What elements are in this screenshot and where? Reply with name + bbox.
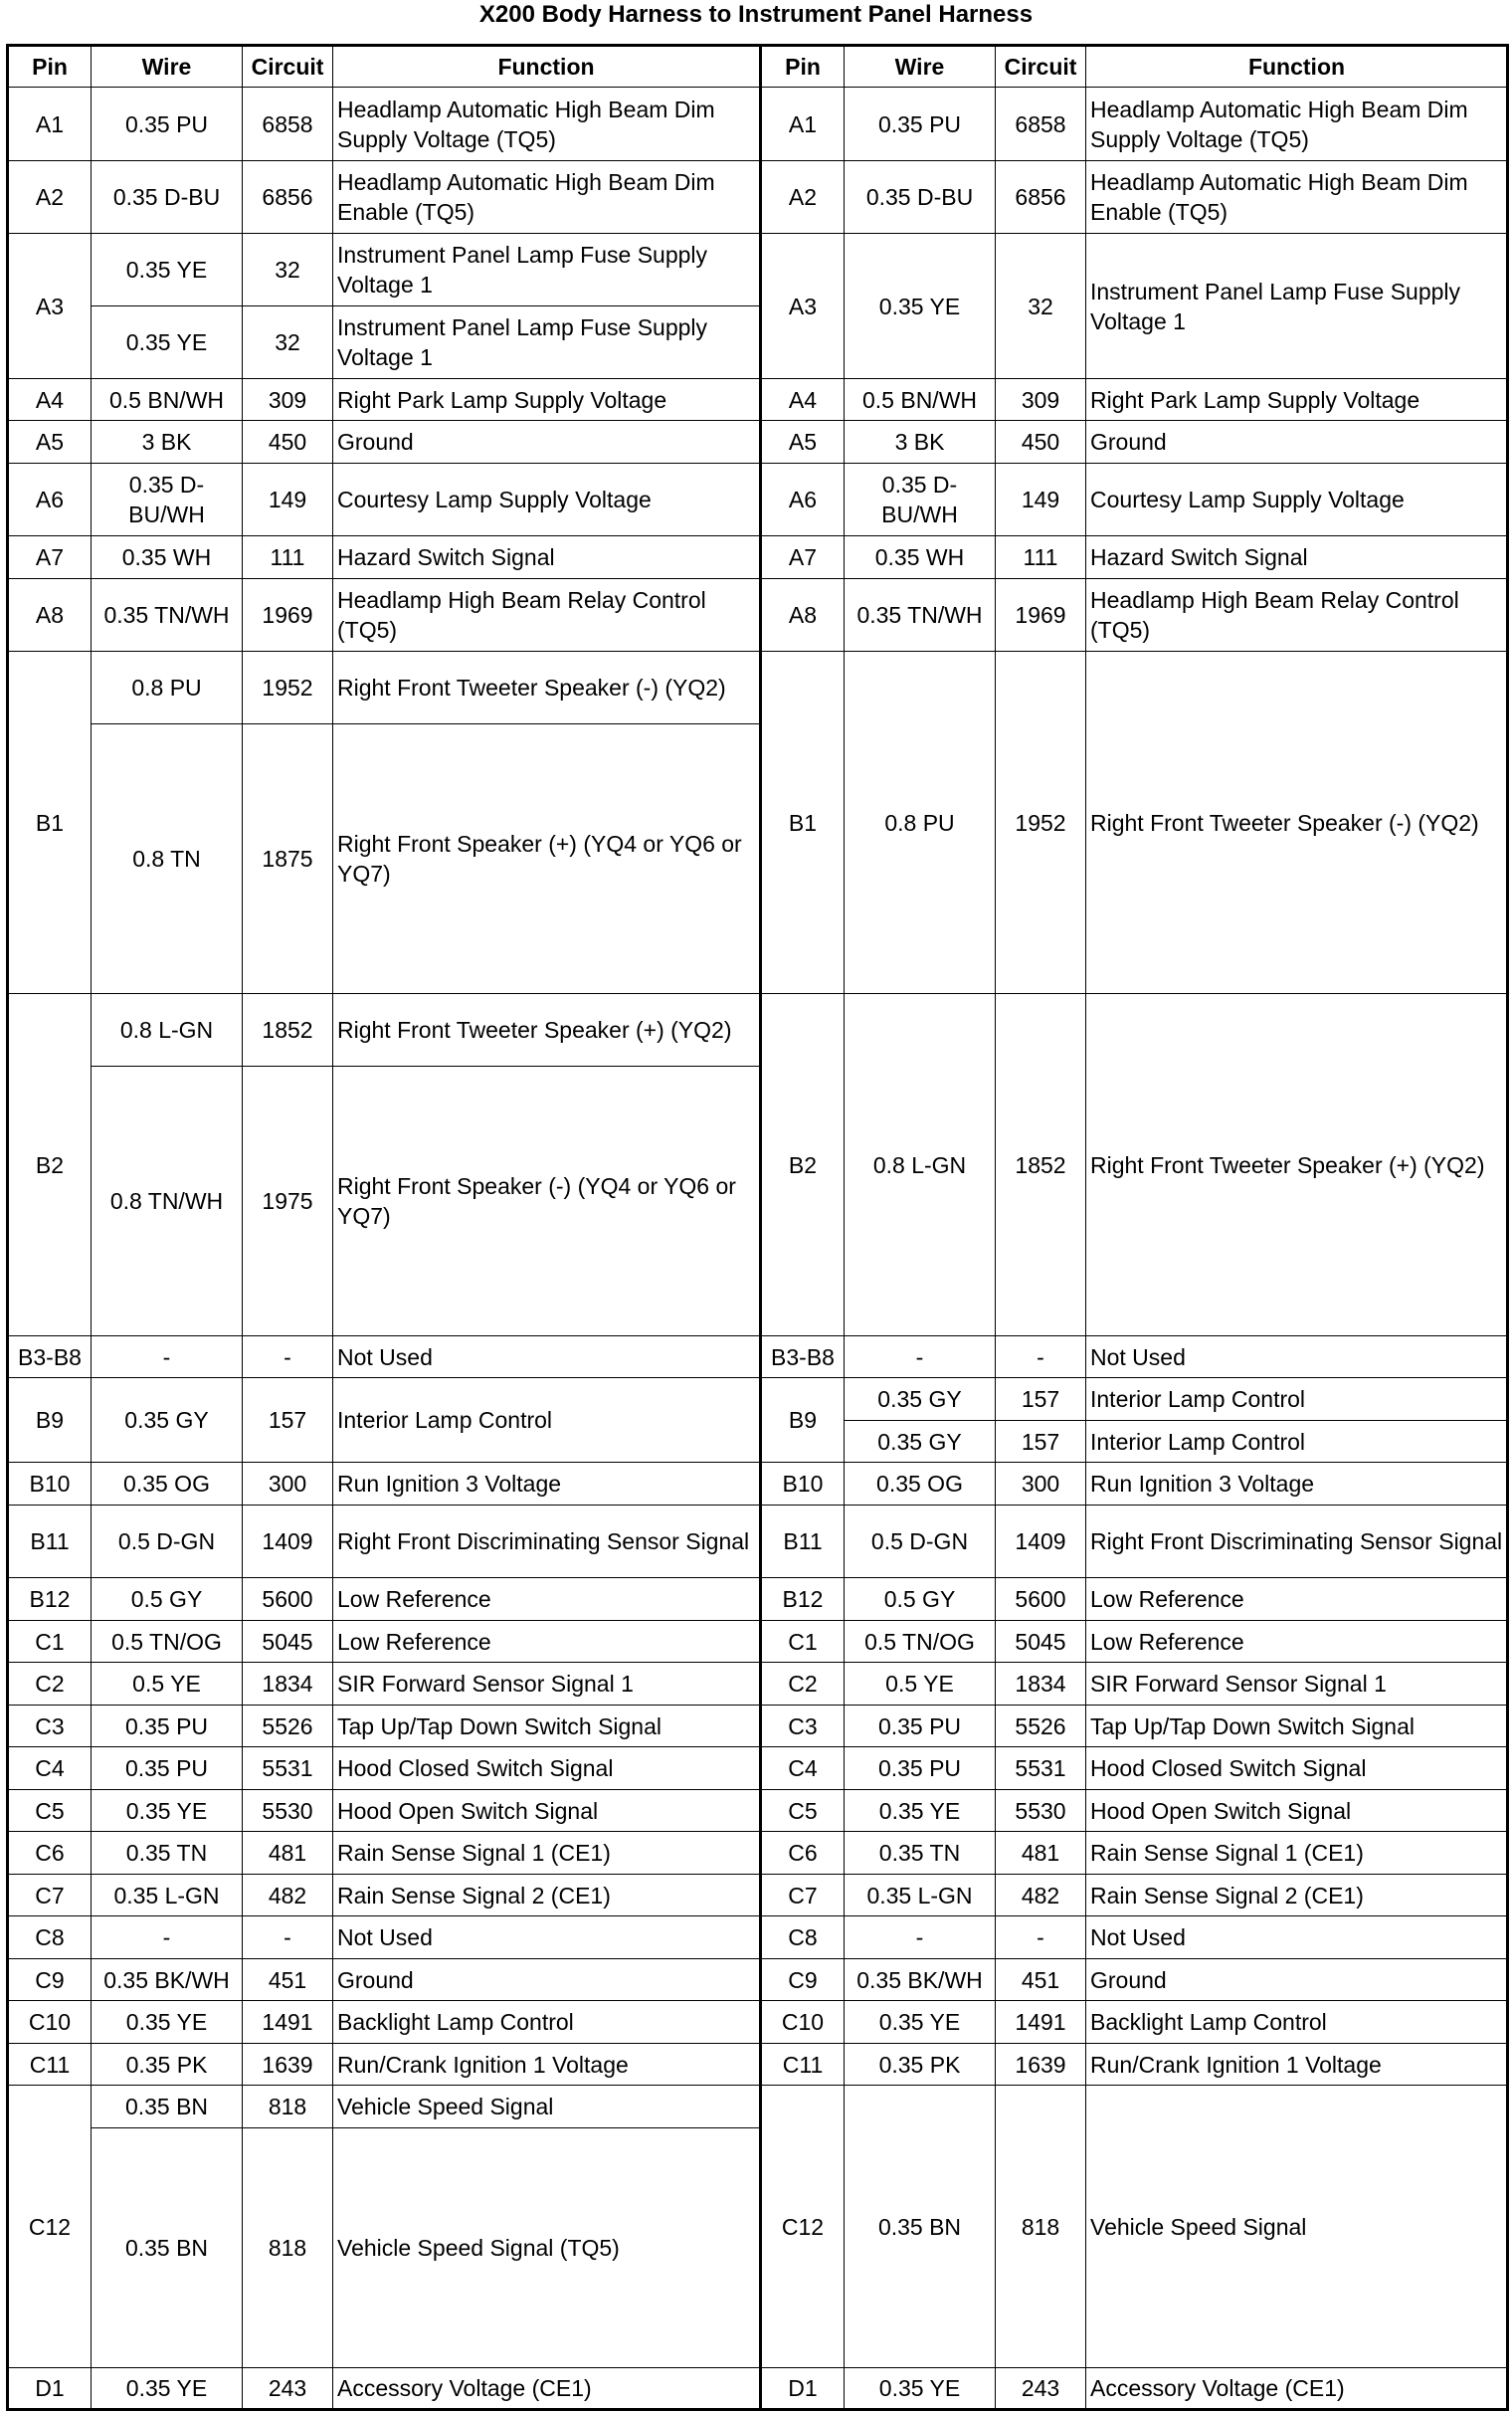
- function-cell: Not Used: [1086, 1916, 1508, 1959]
- circuit-cell: 1409: [243, 1506, 333, 1578]
- circuit-cell: 5530: [243, 1790, 333, 1832]
- harness-table-wrapper: [6, 44, 1506, 2411]
- table-row: [8, 1790, 1508, 1832]
- wire-cell: 0.35 YE: [845, 234, 996, 379]
- page-title: X200 Body Harness to Instrument Panel Harness: [478, 1, 1034, 28]
- function-cell: Right Front Tweeter Speaker (+) (YQ2): [1086, 994, 1508, 1336]
- circuit-cell: 451: [243, 1959, 333, 2001]
- wire-cell: -: [845, 1916, 996, 1959]
- function-cell: Instrument Panel Lamp Fuse Supply Voltage 1: [333, 306, 761, 379]
- table-row: [8, 1747, 1508, 1790]
- circuit-cell: -: [996, 1336, 1086, 1378]
- circuit-cell: 309: [996, 379, 1086, 421]
- table-row: [8, 2001, 1508, 2044]
- pinout-table-body: [8, 88, 1508, 2410]
- pin-cell: B1: [8, 652, 92, 994]
- circuit-cell: 1952: [996, 652, 1086, 994]
- wire-cell: 0.35 PU: [845, 88, 996, 161]
- pin-cell: A2: [761, 161, 845, 234]
- pin-cell: C2: [761, 1663, 845, 1706]
- function-cell: Low Reference: [1086, 1621, 1508, 1663]
- table-row: [8, 536, 1508, 579]
- wire-cell: 0.35 D-BU: [845, 161, 996, 234]
- circuit-cell: 1834: [996, 1663, 1086, 1706]
- function-cell: SIR Forward Sensor Signal 1: [333, 1663, 761, 1706]
- wire-cell: 0.8 L-GN: [845, 994, 996, 1336]
- function-cell: Headlamp High Beam Relay Control (TQ5): [1086, 579, 1508, 652]
- pin-cell: B11: [761, 1506, 845, 1578]
- circuit-cell: -: [243, 1336, 333, 1378]
- pin-cell: C10: [8, 2001, 92, 2044]
- header-function: Function: [1086, 46, 1508, 88]
- function-cell: Backlight Lamp Control: [333, 2001, 761, 2044]
- function-cell: Headlamp High Beam Relay Control (TQ5): [333, 579, 761, 652]
- table-row: [8, 379, 1508, 421]
- wire-cell: 0.35 L-GN: [92, 1875, 243, 1916]
- circuit-cell: 450: [996, 421, 1086, 464]
- function-cell: Hood Open Switch Signal: [1086, 1790, 1508, 1832]
- function-cell: Right Front Discriminating Sensor Signal: [333, 1506, 761, 1578]
- function-cell: Right Park Lamp Supply Voltage: [333, 379, 761, 421]
- table-row: [8, 1959, 1508, 2001]
- pin-cell: B1: [761, 652, 845, 994]
- wire-cell: 0.35 TN/WH: [845, 579, 996, 652]
- wire-cell: 0.35 WH: [92, 536, 243, 579]
- wire-cell: 0.35 PU: [845, 1706, 996, 1747]
- wire-cell: 0.35 YE: [845, 2368, 996, 2410]
- circuit-cell: 1491: [996, 2001, 1086, 2044]
- circuit-cell: 6856: [996, 161, 1086, 234]
- function-cell: Interior Lamp Control: [333, 1378, 761, 1463]
- circuit-cell: 1834: [243, 1663, 333, 1706]
- wire-cell: 0.35 YE: [845, 1790, 996, 1832]
- wire-cell: 0.5 YE: [92, 1663, 243, 1706]
- pin-cell: C3: [8, 1706, 92, 1747]
- function-cell: Right Front Tweeter Speaker (+) (YQ2): [333, 994, 761, 1067]
- wire-cell: 0.35 BK/WH: [845, 1959, 996, 2001]
- pin-cell: C10: [761, 2001, 845, 2044]
- pin-cell: A6: [761, 464, 845, 536]
- pin-cell: A5: [8, 421, 92, 464]
- wire-cell: 0.35 L-GN: [845, 1875, 996, 1916]
- wire-cell: -: [92, 1336, 243, 1378]
- circuit-cell: 451: [996, 1959, 1086, 2001]
- circuit-cell: 818: [243, 2128, 333, 2368]
- circuit-cell: 1875: [243, 724, 333, 994]
- function-cell: Accessory Voltage (CE1): [333, 2368, 761, 2410]
- pin-cell: B10: [761, 1463, 845, 1506]
- function-cell: Right Front Tweeter Speaker (-) (YQ2): [1086, 652, 1508, 994]
- wire-cell: 0.35 PU: [92, 1747, 243, 1790]
- circuit-cell: 243: [243, 2368, 333, 2410]
- function-cell: Vehicle Speed Signal: [333, 2086, 761, 2128]
- pin-cell: C1: [761, 1621, 845, 1663]
- pin-cell: B12: [761, 1578, 845, 1621]
- header-pin: Pin: [8, 46, 92, 88]
- function-cell: Interior Lamp Control: [1086, 1378, 1508, 1421]
- wire-cell: 0.8 TN: [92, 724, 243, 994]
- function-cell: Courtesy Lamp Supply Voltage: [333, 464, 761, 536]
- function-cell: Right Front Speaker (+) (YQ4 or YQ6 or YQ7): [333, 724, 761, 994]
- circuit-cell: 5531: [996, 1747, 1086, 1790]
- wire-cell: 0.5 TN/OG: [845, 1621, 996, 1663]
- wire-cell: 0.35 GY: [845, 1378, 996, 1421]
- wire-cell: 0.5 YE: [845, 1663, 996, 1706]
- circuit-cell: 5526: [243, 1706, 333, 1747]
- function-cell: Vehicle Speed Signal: [1086, 2086, 1508, 2368]
- pin-cell: C6: [761, 1832, 845, 1875]
- wire-cell: 0.35 WH: [845, 536, 996, 579]
- table-row: [8, 1578, 1508, 1621]
- circuit-cell: 1409: [996, 1506, 1086, 1578]
- circuit-cell: 300: [996, 1463, 1086, 1506]
- function-cell: Rain Sense Signal 1 (CE1): [333, 1832, 761, 1875]
- table-row: [8, 1506, 1508, 1578]
- wire-cell: 0.35 PK: [92, 2044, 243, 2086]
- circuit-cell: 157: [996, 1378, 1086, 1421]
- pin-cell: C1: [8, 1621, 92, 1663]
- pin-cell: B11: [8, 1506, 92, 1578]
- circuit-cell: 1639: [996, 2044, 1086, 2086]
- function-cell: Instrument Panel Lamp Fuse Supply Voltage 1: [333, 234, 761, 306]
- pin-cell: C12: [761, 2086, 845, 2368]
- pin-cell: C8: [761, 1916, 845, 1959]
- pin-cell: D1: [761, 2368, 845, 2410]
- pin-cell: B2: [761, 994, 845, 1336]
- function-cell: Right Front Speaker (-) (YQ4 or YQ6 or YQ7): [333, 1067, 761, 1336]
- wire-cell: 0.8 TN/WH: [92, 1067, 243, 1336]
- wire-cell: 0.35 BN: [92, 2128, 243, 2368]
- table-row: [8, 1706, 1508, 1747]
- pin-cell: B10: [8, 1463, 92, 1506]
- table-row: [8, 1663, 1508, 1706]
- header-wire: Wire: [92, 46, 243, 88]
- wire-cell: 0.35 YE: [845, 2001, 996, 2044]
- circuit-cell: 1852: [243, 994, 333, 1067]
- function-cell: Vehicle Speed Signal (TQ5): [333, 2128, 761, 2368]
- pin-cell: C6: [8, 1832, 92, 1875]
- wire-cell: 0.35 GY: [92, 1378, 243, 1463]
- pin-cell: C7: [761, 1875, 845, 1916]
- function-cell: Tap Up/Tap Down Switch Signal: [333, 1706, 761, 1747]
- pin-cell: B9: [8, 1378, 92, 1463]
- wire-cell: 0.35 BK/WH: [92, 1959, 243, 2001]
- function-cell: Hazard Switch Signal: [333, 536, 761, 579]
- pin-cell: A6: [8, 464, 92, 536]
- pin-cell: C3: [761, 1706, 845, 1747]
- wire-cell: 0.35 BN: [845, 2086, 996, 2368]
- function-cell: Ground: [333, 1959, 761, 2001]
- table-row: [8, 2044, 1508, 2086]
- header-circuit: Circuit: [243, 46, 333, 88]
- pin-cell: B3-B8: [761, 1336, 845, 1378]
- circuit-cell: 309: [243, 379, 333, 421]
- circuit-cell: 1969: [243, 579, 333, 652]
- pin-cell: B2: [8, 994, 92, 1336]
- function-cell: Instrument Panel Lamp Fuse Supply Voltage 1: [1086, 234, 1508, 379]
- circuit-cell: 300: [243, 1463, 333, 1506]
- wire-cell: 0.35 TN: [845, 1832, 996, 1875]
- table-row: [8, 652, 1508, 724]
- function-cell: Low Reference: [333, 1621, 761, 1663]
- wire-cell: 0.5 GY: [92, 1578, 243, 1621]
- function-cell: Tap Up/Tap Down Switch Signal: [1086, 1706, 1508, 1747]
- wire-cell: 3 BK: [92, 421, 243, 464]
- table-row: [8, 1378, 1508, 1421]
- wire-cell: 0.35 YE: [92, 2368, 243, 2410]
- table-row: [8, 1621, 1508, 1663]
- pinout-table: [6, 44, 1509, 2411]
- pin-cell: B12: [8, 1578, 92, 1621]
- wire-cell: 0.35 YE: [92, 306, 243, 379]
- circuit-cell: 1969: [996, 579, 1086, 652]
- wire-cell: 0.35 YE: [92, 234, 243, 306]
- circuit-cell: -: [243, 1916, 333, 1959]
- wire-cell: 0.5 D-GN: [845, 1506, 996, 1578]
- function-cell: Run/Crank Ignition 1 Voltage: [333, 2044, 761, 2086]
- pin-cell: A8: [8, 579, 92, 652]
- wire-cell: 0.5 GY: [845, 1578, 996, 1621]
- function-cell: Not Used: [1086, 1336, 1508, 1378]
- pin-cell: A7: [761, 536, 845, 579]
- circuit-cell: 5531: [243, 1747, 333, 1790]
- pin-cell: A8: [761, 579, 845, 652]
- function-cell: Headlamp Automatic High Beam Dim Enable (TQ5): [333, 161, 761, 234]
- wire-cell: 0.35 D-BU: [92, 161, 243, 234]
- function-cell: Backlight Lamp Control: [1086, 2001, 1508, 2044]
- table-row: [8, 88, 1508, 161]
- table-row: [8, 234, 1508, 306]
- circuit-cell: -: [996, 1916, 1086, 1959]
- table-row: [8, 1336, 1508, 1378]
- circuit-cell: 157: [996, 1421, 1086, 1463]
- circuit-cell: 111: [243, 536, 333, 579]
- wire-cell: 0.35 PU: [92, 88, 243, 161]
- circuit-cell: 5526: [996, 1706, 1086, 1747]
- pin-cell: A5: [761, 421, 845, 464]
- function-cell: Right Park Lamp Supply Voltage: [1086, 379, 1508, 421]
- function-cell: Right Front Discriminating Sensor Signal: [1086, 1506, 1508, 1578]
- wire-cell: 0.35 PU: [845, 1747, 996, 1790]
- circuit-cell: 5600: [243, 1578, 333, 1621]
- wire-cell: -: [92, 1916, 243, 1959]
- table-row: [8, 464, 1508, 536]
- function-cell: Rain Sense Signal 1 (CE1): [1086, 1832, 1508, 1875]
- table-row: [8, 161, 1508, 234]
- table-row: [8, 421, 1508, 464]
- function-cell: Courtesy Lamp Supply Voltage: [1086, 464, 1508, 536]
- table-row: [8, 2368, 1508, 2410]
- pin-cell: C7: [8, 1875, 92, 1916]
- pin-cell: C4: [761, 1747, 845, 1790]
- function-cell: Run Ignition 3 Voltage: [1086, 1463, 1508, 1506]
- table-row: [8, 1832, 1508, 1875]
- function-cell: Headlamp Automatic High Beam Dim Enable (TQ5): [1086, 161, 1508, 234]
- circuit-cell: 1952: [243, 652, 333, 724]
- table-row: [8, 1875, 1508, 1916]
- table-row: [8, 579, 1508, 652]
- circuit-cell: 1639: [243, 2044, 333, 2086]
- wire-cell: 0.35 OG: [845, 1463, 996, 1506]
- table-row: [8, 1916, 1508, 1959]
- pin-cell: C9: [761, 1959, 845, 2001]
- table-row: [8, 1463, 1508, 1506]
- circuit-cell: 5045: [243, 1621, 333, 1663]
- wire-cell: 0.8 PU: [845, 652, 996, 994]
- pin-cell: C5: [761, 1790, 845, 1832]
- function-cell: Interior Lamp Control: [1086, 1421, 1508, 1463]
- function-cell: Right Front Tweeter Speaker (-) (YQ2): [333, 652, 761, 724]
- circuit-cell: 157: [243, 1378, 333, 1463]
- wire-cell: 0.35 GY: [845, 1421, 996, 1463]
- wire-cell: 0.35 BN: [92, 2086, 243, 2128]
- circuit-cell: 481: [996, 1832, 1086, 1875]
- circuit-cell: 818: [243, 2086, 333, 2128]
- function-cell: Hazard Switch Signal: [1086, 536, 1508, 579]
- wire-cell: 0.8 PU: [92, 652, 243, 724]
- pin-cell: A7: [8, 536, 92, 579]
- wire-cell: 0.35 TN/WH: [92, 579, 243, 652]
- pin-cell: A1: [8, 88, 92, 161]
- circuit-cell: 5045: [996, 1621, 1086, 1663]
- function-cell: Rain Sense Signal 2 (CE1): [1086, 1875, 1508, 1916]
- function-cell: Low Reference: [1086, 1578, 1508, 1621]
- function-cell: Run Ignition 3 Voltage: [333, 1463, 761, 1506]
- function-cell: Rain Sense Signal 2 (CE1): [333, 1875, 761, 1916]
- pin-cell: A4: [761, 379, 845, 421]
- pin-cell: C4: [8, 1747, 92, 1790]
- circuit-cell: 32: [996, 234, 1086, 379]
- function-cell: Ground: [1086, 421, 1508, 464]
- function-cell: Low Reference: [333, 1578, 761, 1621]
- function-cell: Hood Closed Switch Signal: [1086, 1747, 1508, 1790]
- pin-cell: C2: [8, 1663, 92, 1706]
- wire-cell: 0.35 D-BU/WH: [92, 464, 243, 536]
- pin-cell: C11: [761, 2044, 845, 2086]
- circuit-cell: 6858: [243, 88, 333, 161]
- circuit-cell: 6856: [243, 161, 333, 234]
- table-row: [8, 2086, 1508, 2128]
- wire-cell: 0.35 TN: [92, 1832, 243, 1875]
- pin-cell: C8: [8, 1916, 92, 1959]
- circuit-cell: 482: [996, 1875, 1086, 1916]
- wire-cell: 0.5 D-GN: [92, 1506, 243, 1578]
- circuit-cell: 818: [996, 2086, 1086, 2368]
- wire-cell: 0.8 L-GN: [92, 994, 243, 1067]
- function-cell: Headlamp Automatic High Beam Dim Supply Voltage (TQ5): [333, 88, 761, 161]
- circuit-cell: 243: [996, 2368, 1086, 2410]
- circuit-cell: 1491: [243, 2001, 333, 2044]
- pin-cell: B9: [761, 1378, 845, 1463]
- wire-cell: 0.35 YE: [92, 2001, 243, 2044]
- circuit-cell: 149: [996, 464, 1086, 536]
- wire-cell: 0.5 TN/OG: [92, 1621, 243, 1663]
- circuit-cell: 5530: [996, 1790, 1086, 1832]
- circuit-cell: 482: [243, 1875, 333, 1916]
- wire-cell: 0.5 BN/WH: [845, 379, 996, 421]
- table-row: [8, 994, 1508, 1067]
- wire-cell: -: [845, 1336, 996, 1378]
- circuit-cell: 149: [243, 464, 333, 536]
- header-wire: Wire: [845, 46, 996, 88]
- header-function: Function: [333, 46, 761, 88]
- circuit-cell: 111: [996, 536, 1086, 579]
- function-cell: Not Used: [333, 1916, 761, 1959]
- function-cell: Ground: [333, 421, 761, 464]
- circuit-cell: 481: [243, 1832, 333, 1875]
- wire-cell: 0.35 OG: [92, 1463, 243, 1506]
- table-header-row: [8, 46, 1508, 88]
- pin-cell: C5: [8, 1790, 92, 1832]
- wire-cell: 0.35 YE: [92, 1790, 243, 1832]
- circuit-cell: 1975: [243, 1067, 333, 1336]
- pin-cell: B3-B8: [8, 1336, 92, 1378]
- wire-cell: 0.35 PU: [92, 1706, 243, 1747]
- function-cell: Not Used: [333, 1336, 761, 1378]
- function-cell: Accessory Voltage (CE1): [1086, 2368, 1508, 2410]
- function-cell: Run/Crank Ignition 1 Voltage: [1086, 2044, 1508, 2086]
- wire-cell: 0.35 D-BU/WH: [845, 464, 996, 536]
- circuit-cell: 32: [243, 234, 333, 306]
- header-pin: Pin: [761, 46, 845, 88]
- circuit-cell: 32: [243, 306, 333, 379]
- pin-cell: A2: [8, 161, 92, 234]
- function-cell: Hood Open Switch Signal: [333, 1790, 761, 1832]
- pin-cell: A1: [761, 88, 845, 161]
- function-cell: Ground: [1086, 1959, 1508, 2001]
- pin-cell: A3: [8, 234, 92, 379]
- pin-cell: A4: [8, 379, 92, 421]
- circuit-cell: 6858: [996, 88, 1086, 161]
- pin-cell: C12: [8, 2086, 92, 2368]
- circuit-cell: 450: [243, 421, 333, 464]
- pin-cell: D1: [8, 2368, 92, 2410]
- wire-cell: 0.5 BN/WH: [92, 379, 243, 421]
- pin-cell: A3: [761, 234, 845, 379]
- function-cell: Hood Closed Switch Signal: [333, 1747, 761, 1790]
- header-circuit: Circuit: [996, 46, 1086, 88]
- circuit-cell: 5600: [996, 1578, 1086, 1621]
- wire-cell: 3 BK: [845, 421, 996, 464]
- wire-cell: 0.35 PK: [845, 2044, 996, 2086]
- circuit-cell: 1852: [996, 994, 1086, 1336]
- function-cell: Headlamp Automatic High Beam Dim Supply Voltage (TQ5): [1086, 88, 1508, 161]
- function-cell: SIR Forward Sensor Signal 1: [1086, 1663, 1508, 1706]
- pin-cell: C11: [8, 2044, 92, 2086]
- pin-cell: C9: [8, 1959, 92, 2001]
